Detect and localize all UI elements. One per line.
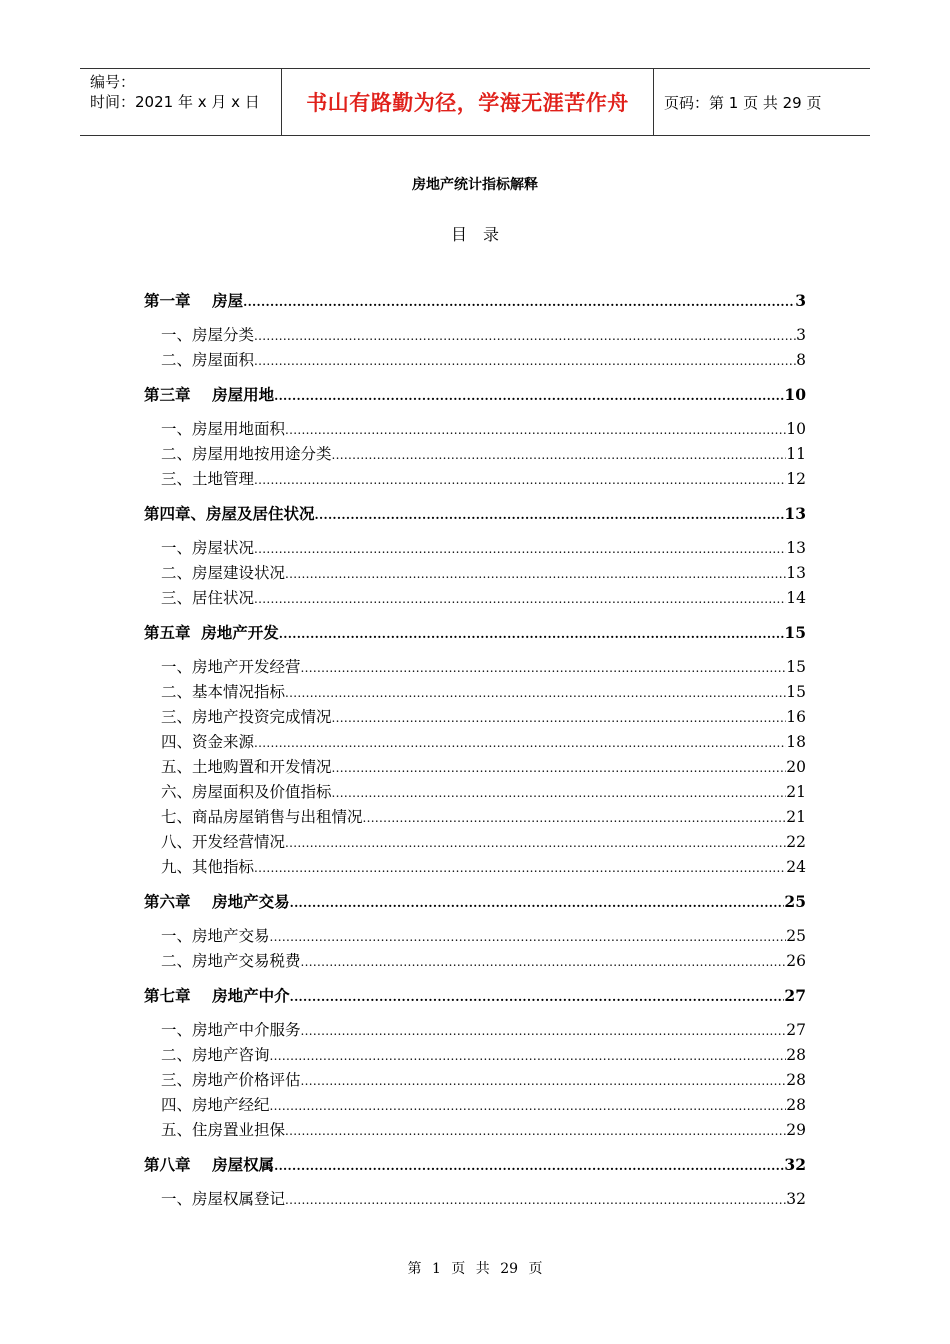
toc-entry-label: 一、房屋用地面积 [161, 420, 286, 438]
toc-section-entry[interactable] [144, 856, 806, 878]
toc-leader-dots [270, 1045, 787, 1067]
toc-entry-page: 25 [786, 927, 806, 945]
toc-entry-page: 28 [786, 1096, 806, 1114]
toc-entry-page: 13 [784, 504, 806, 523]
toc-section-entry[interactable] [144, 950, 806, 972]
header-motto: 书山有路勤为径，学海无涯苦作舟 [282, 69, 654, 135]
toc-leader-dots [301, 1020, 787, 1042]
toc-section-entry[interactable] [144, 587, 806, 609]
toc-leader-dots [274, 385, 784, 407]
toc-entry-label: 一、房屋状况 [161, 539, 255, 557]
toc-entry-label: 二、房屋面积 [161, 351, 255, 369]
toc-leader-dots [254, 588, 786, 610]
toc-entry-label: 八、开发经营情况 [161, 833, 286, 851]
toc-section-entry[interactable] [144, 681, 806, 703]
toc-entry-label: 三、房地产投资完成情况 [161, 708, 332, 726]
toc-entry-page: 27 [786, 1021, 806, 1039]
toc-leader-dots [270, 1095, 787, 1117]
toc-chapter-entry[interactable] [144, 622, 806, 644]
toc-leader-dots [290, 892, 785, 914]
toc-entry-page: 10 [786, 420, 806, 438]
toc-leader-dots [243, 291, 795, 313]
toc-section-entry[interactable] [144, 418, 806, 440]
toc-leader-dots [301, 657, 787, 679]
toc-entry-label: 六、房屋面积及价值指标 [161, 783, 332, 801]
toc-section-entry[interactable] [144, 706, 806, 728]
toc-entry-label: 一、房屋权属登记 [161, 1190, 286, 1208]
toc-leader-dots [254, 350, 796, 372]
toc-leader-dots [315, 504, 785, 526]
toc-entry-label: 第一章 房屋 [144, 291, 244, 310]
toc-section-entry[interactable] [144, 349, 806, 371]
toc-entry-page: 26 [786, 952, 806, 970]
toc-entry-label: 第三章 房屋用地 [144, 385, 275, 404]
toc-section-entry[interactable] [144, 468, 806, 490]
toc-entry-page: 3 [795, 291, 806, 310]
toc-section-entry[interactable] [144, 537, 806, 559]
toc-entry-label: 第四章、房屋及居住状况 [144, 504, 315, 523]
toc-entry-label: 三、土地管理 [161, 470, 255, 488]
toc-heading: 目录 [450, 225, 515, 244]
toc-leader-dots [301, 1070, 787, 1092]
toc-leader-dots [279, 623, 785, 645]
toc-leader-dots [254, 538, 786, 560]
toc-section-entry[interactable] [144, 1188, 806, 1210]
toc-chapter-entry[interactable] [144, 503, 806, 525]
toc-entry-page: 13 [786, 564, 806, 582]
toc-leader-dots [332, 444, 787, 466]
toc-entry-label: 一、房屋分类 [161, 326, 255, 344]
toc-entry-page: 21 [786, 808, 806, 826]
toc-section-entry[interactable] [144, 781, 806, 803]
toc-entry-label: 五、土地购置和开发情况 [161, 758, 332, 776]
toc-section-entry[interactable] [144, 1069, 806, 1091]
toc-entry-page: 27 [784, 986, 806, 1005]
toc-section-entry[interactable] [144, 806, 806, 828]
toc-entry-page: 13 [786, 539, 806, 557]
toc-chapter-entry[interactable] [144, 1154, 806, 1176]
toc-entry-label: 四、资金来源 [161, 733, 255, 751]
toc-entry-page: 10 [784, 385, 806, 404]
toc-section-entry[interactable] [144, 925, 806, 947]
toc-leader-dots [254, 857, 786, 879]
header-page-info: 页码：第 1 页 共 29 页 [664, 93, 822, 112]
toc-entry-label: 三、房地产价格评估 [161, 1071, 301, 1089]
toc-entry-label: 二、基本情况指标 [161, 683, 286, 701]
toc-entry-label: 九、其他指标 [161, 858, 255, 876]
toc-entry-label: 二、房地产交易税费 [161, 952, 301, 970]
toc-entry-label: 一、房地产开发经营 [161, 658, 301, 676]
toc-entry-label: 五、住房置业担保 [161, 1121, 286, 1139]
toc-entry-page: 11 [786, 445, 806, 463]
toc-section-entry[interactable] [144, 831, 806, 853]
toc-entry-label: 一、房地产交易 [161, 927, 270, 945]
toc-entry-page: 21 [786, 783, 806, 801]
toc-leader-dots [254, 325, 796, 347]
page-footer: 第 1 页 共 29 页 [407, 1261, 543, 1277]
toc-entry-page: 28 [786, 1071, 806, 1089]
toc-leader-dots [274, 1155, 784, 1177]
toc-section-entry[interactable] [144, 756, 806, 778]
toc-entry-page: 22 [786, 833, 806, 851]
toc-section-entry[interactable] [144, 562, 806, 584]
toc-entry-label: 第五章 房地产开发 [144, 623, 279, 642]
toc-leader-dots [285, 1189, 786, 1211]
toc-entry-label: 第六章 房地产交易 [144, 892, 290, 911]
toc-leader-dots [332, 757, 787, 779]
toc-leader-dots [332, 707, 787, 729]
toc-leader-dots [254, 732, 786, 754]
toc-entry-page: 25 [784, 892, 806, 911]
toc-entry-page: 28 [786, 1046, 806, 1064]
toc-entry-label: 二、房屋建设状况 [161, 564, 286, 582]
toc-leader-dots [285, 682, 786, 704]
toc-entry-page: 15 [786, 683, 806, 701]
toc-leader-dots [285, 832, 786, 854]
toc-entry-page: 18 [786, 733, 806, 751]
toc-chapter-entry[interactable] [144, 290, 806, 312]
toc-section-entry[interactable] [144, 324, 806, 346]
toc-entry-page: 24 [786, 858, 806, 876]
header-meta [80, 69, 282, 135]
toc-entry-label: 二、房屋用地按用途分类 [161, 445, 332, 463]
toc-entry-page: 32 [784, 1155, 806, 1174]
time-label: 时间：2021 年 x 月 x 日 [90, 93, 260, 111]
toc-section-entry[interactable] [144, 443, 806, 465]
toc-entry-page: 32 [786, 1190, 806, 1208]
toc-section-entry[interactable] [144, 1119, 806, 1141]
toc-chapter-entry[interactable] [144, 891, 806, 913]
toc-leader-dots [301, 951, 787, 973]
toc-entry-page: 14 [786, 589, 806, 607]
toc-entry-page: 15 [784, 623, 806, 642]
toc-entry-label: 第七章 房地产中介 [144, 986, 290, 1005]
toc-leader-dots [290, 986, 785, 1008]
toc-entry-label: 二、房地产咨询 [161, 1046, 270, 1064]
toc-leader-dots [332, 782, 787, 804]
toc-entry-label: 七、商品房屋销售与出租情况 [161, 808, 363, 826]
toc-section-entry[interactable] [144, 656, 806, 678]
toc-section-entry[interactable] [144, 731, 806, 753]
toc-entry-page: 16 [786, 708, 806, 726]
toc-leader-dots [270, 926, 787, 948]
page-header [80, 68, 870, 136]
toc-entry-page: 15 [786, 658, 806, 676]
number-label: 编号： [90, 73, 136, 91]
toc-entry-label: 三、居住状况 [161, 589, 255, 607]
toc-leader-dots [285, 419, 786, 441]
toc-entry-page: 3 [796, 326, 806, 344]
toc-entry-page: 12 [786, 470, 806, 488]
toc-section-entry[interactable] [144, 1094, 806, 1116]
toc-chapter-entry[interactable] [144, 985, 806, 1007]
toc-section-entry[interactable] [144, 1019, 806, 1041]
toc-leader-dots [363, 807, 787, 829]
toc-entry-label: 第八章 房屋权属 [144, 1155, 275, 1174]
toc-leader-dots [285, 563, 786, 585]
toc-chapter-entry[interactable] [144, 384, 806, 406]
document-title: 房地产统计指标解释 [412, 177, 538, 193]
toc-entry-page: 29 [786, 1121, 806, 1139]
toc-entry-label: 一、房地产中介服务 [161, 1021, 301, 1039]
toc-section-entry[interactable] [144, 1044, 806, 1066]
toc-entry-page: 8 [796, 351, 806, 369]
toc-leader-dots [254, 469, 786, 491]
toc-entry-label: 四、房地产经纪 [161, 1096, 270, 1114]
toc-leader-dots [285, 1120, 786, 1142]
toc-entry-page: 20 [786, 758, 806, 776]
